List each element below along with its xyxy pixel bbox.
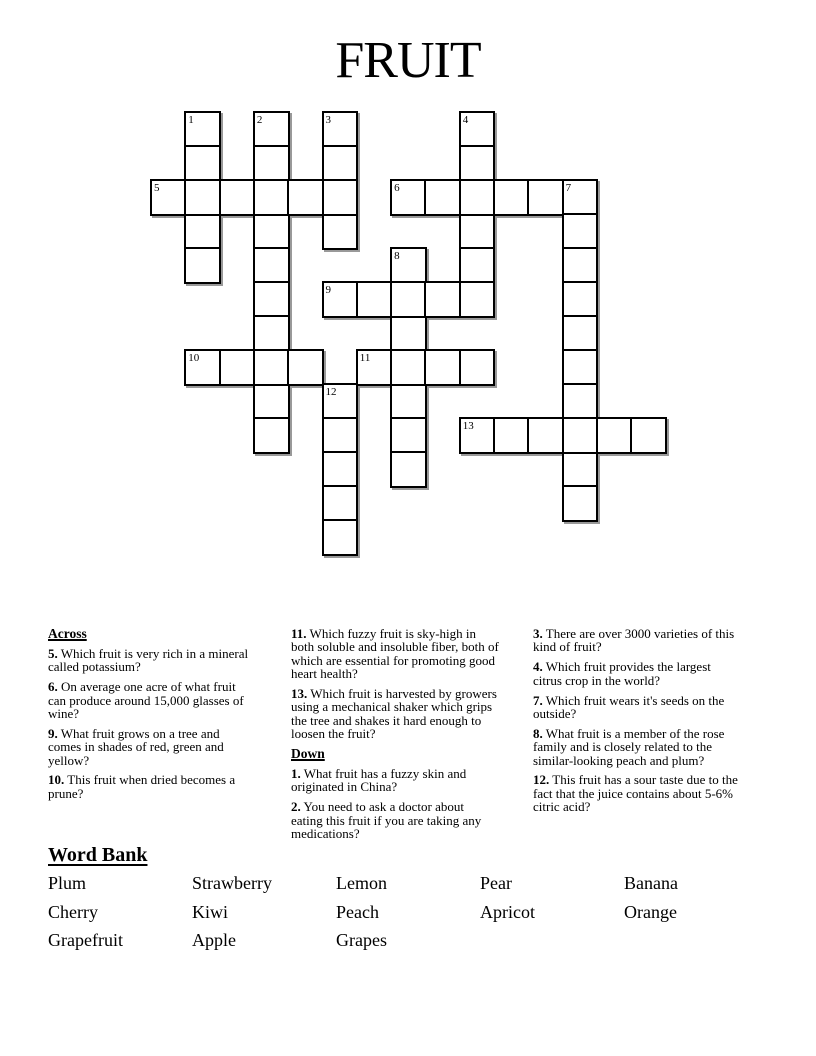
word-bank-item: Apple — [192, 930, 236, 951]
cell-number: 10 — [188, 351, 200, 364]
grid-cell — [390, 383, 427, 420]
grid-cell — [562, 213, 599, 250]
word-bank-item: Grapes — [336, 930, 387, 951]
cell-number: 8 — [394, 249, 400, 262]
grid-cell — [322, 213, 359, 250]
clue-number: 10. — [48, 772, 65, 788]
clue: 10. This fruit when dried becomes a prune? — [48, 772, 236, 801]
grid-cell — [253, 111, 290, 148]
grid-cell — [253, 349, 290, 386]
word-bank-item: Lemon — [336, 873, 387, 893]
grid-cell — [596, 417, 633, 454]
clue-number: 12. — [533, 772, 550, 788]
grid-cell — [562, 315, 599, 352]
word-bank-title: Word Bank — [48, 844, 148, 866]
grid-cell — [459, 247, 496, 284]
cell-number: 2 — [256, 113, 263, 126]
clue: 12. This fruit has a sour taste due to the fact that the juice contains about 5-6% citric acid? — [533, 772, 738, 815]
grid-cell — [562, 247, 599, 284]
clue: 1. What fruit has a fuzzy skin and originated in China? — [291, 765, 467, 795]
clue-number: 6. — [48, 679, 58, 695]
clue-number: 11. — [291, 626, 307, 641]
grid-cell — [322, 179, 359, 216]
grid-cell — [322, 519, 359, 556]
grid-cell — [184, 179, 221, 216]
grid-cell — [150, 179, 187, 216]
grid-cell — [390, 417, 427, 454]
cell-number: 5 — [154, 181, 160, 194]
grid-cell — [322, 451, 359, 488]
clue-number: 4. — [533, 659, 543, 675]
word-bank-row — [48, 926, 788, 955]
grid-cell — [527, 179, 564, 216]
word-bank-item: Peach — [336, 901, 379, 922]
word-bank-row — [48, 898, 788, 927]
cell-number: 1 — [188, 113, 194, 126]
grid-cell — [253, 281, 290, 318]
grid-cell — [287, 179, 324, 216]
word-bank — [48, 869, 788, 955]
grid-cell — [390, 179, 427, 216]
grid-cell — [562, 281, 599, 318]
clue: 11. Which fuzzy fruit is sky-high in both soluble and insoluble fiber, both of which are essential for promoting good heart health? — [291, 626, 499, 682]
grid-cell — [219, 179, 256, 216]
word-bank-item: Plum — [48, 873, 87, 893]
grid-cell — [253, 145, 290, 182]
cell-number: 7 — [565, 181, 572, 194]
grid-cell — [253, 213, 290, 250]
grid-cell — [562, 383, 599, 420]
clue: 3. There are over 3000 varieties of this kind of fruit? — [533, 626, 735, 655]
grid-cell — [424, 281, 461, 318]
clue-number: 8. — [533, 725, 543, 741]
grid-cell — [390, 315, 427, 352]
grid-cell — [424, 349, 461, 386]
grid-cell — [493, 417, 530, 454]
clue-number: 5. — [48, 645, 58, 661]
clues-column-2 — [291, 627, 536, 847]
grid-cell — [424, 179, 461, 216]
cell-number: 3 — [325, 113, 331, 126]
grid-cell — [459, 417, 496, 454]
grid-cell — [356, 349, 393, 386]
page-title: FRUIT — [335, 32, 481, 89]
word-bank-item: Pear — [480, 873, 512, 893]
grid-cell — [322, 281, 359, 318]
clue-number: 3. — [533, 626, 543, 641]
clue: 8. What fruit is a member of the rose family and is closely related to the similar-looking peach and plum? — [533, 725, 725, 768]
grid-cell — [459, 111, 496, 148]
clue-section-heading: Across — [48, 626, 87, 641]
clue: 6. On average one acre of what fruit can produce around 15,000 glasses of wine? — [48, 679, 244, 721]
grid-cell — [184, 145, 221, 182]
grid-cell — [253, 383, 290, 420]
grid-cell — [493, 179, 530, 216]
grid-cell — [459, 213, 496, 250]
grid-cell — [184, 213, 221, 250]
grid-cell — [356, 281, 393, 318]
clue: 7. Which fruit wears it's seeds on the outside? — [533, 692, 725, 721]
grid-cell — [527, 417, 564, 454]
grid-cell — [219, 349, 256, 386]
clues-column-3 — [533, 627, 778, 820]
clue-number: 13. — [291, 685, 308, 701]
cell-number: 4 — [462, 113, 469, 126]
grid-cell — [253, 247, 290, 284]
grid-cell — [562, 417, 599, 454]
clue-number: 1. — [291, 765, 301, 781]
clue: 9. What fruit grows on a tree and comes in shades of red, green and yellow? — [48, 725, 224, 768]
grid-cell — [459, 281, 496, 318]
grid-cell — [459, 349, 496, 386]
clue-section-heading: Down — [291, 745, 325, 761]
grid-cell — [390, 247, 427, 284]
grid-cell — [562, 485, 599, 522]
grid-cell — [322, 417, 359, 454]
grid-cell — [562, 349, 599, 386]
grid-cell — [459, 179, 496, 216]
clue: 5. Which fruit is very rich in a mineral called potassium? — [48, 645, 249, 675]
clues-column-1 — [48, 627, 293, 807]
cell-number: 6 — [394, 181, 400, 194]
clue: 2. You need to ask a doctor about eating this fruit if you are taking any medications? — [291, 799, 482, 841]
grid-cell — [184, 349, 221, 386]
grid-cell — [390, 281, 427, 318]
cell-number: 9 — [325, 283, 331, 296]
word-bank-item: Cherry — [48, 901, 98, 922]
grid-cell — [630, 417, 667, 454]
grid-cell — [562, 179, 599, 216]
clue: 13. Which fruit is harvested by growers using a mechanical shaker which grips the tree and shakes it hard enough to loosen the fruit? — [291, 685, 497, 741]
cell-number: 12 — [325, 385, 337, 398]
grid-cell — [253, 417, 290, 454]
crossword-grid — [150, 111, 670, 561]
word-bank-item: Strawberry — [192, 873, 272, 893]
word-bank-item: Grapefruit — [48, 930, 123, 951]
cell-number: 11 — [359, 351, 371, 364]
grid-cell — [322, 485, 359, 522]
word-bank-item: Orange — [624, 901, 677, 922]
clue-number: 9. — [48, 725, 58, 741]
grid-cell — [287, 349, 324, 386]
word-bank-item: Kiwi — [192, 901, 228, 922]
grid-cell — [322, 383, 359, 420]
grid-cell — [322, 145, 359, 182]
word-bank-item: Banana — [624, 873, 678, 893]
cell-number: 13 — [462, 419, 474, 432]
grid-cell — [390, 451, 427, 488]
word-bank-item: Apricot — [480, 901, 535, 922]
word-bank-row — [48, 869, 788, 898]
grid-cell — [459, 145, 496, 182]
grid-cell — [390, 349, 427, 386]
grid-cell — [184, 247, 221, 284]
grid-cell — [253, 179, 290, 216]
grid-cell — [562, 451, 599, 488]
grid-cell — [253, 315, 290, 352]
grid-cell — [322, 111, 359, 148]
clue-number: 2. — [291, 799, 301, 815]
clue-number: 7. — [533, 692, 543, 708]
clue: 4. Which fruit provides the largest citrus crop in the world? — [533, 659, 711, 688]
grid-cell — [184, 111, 221, 148]
